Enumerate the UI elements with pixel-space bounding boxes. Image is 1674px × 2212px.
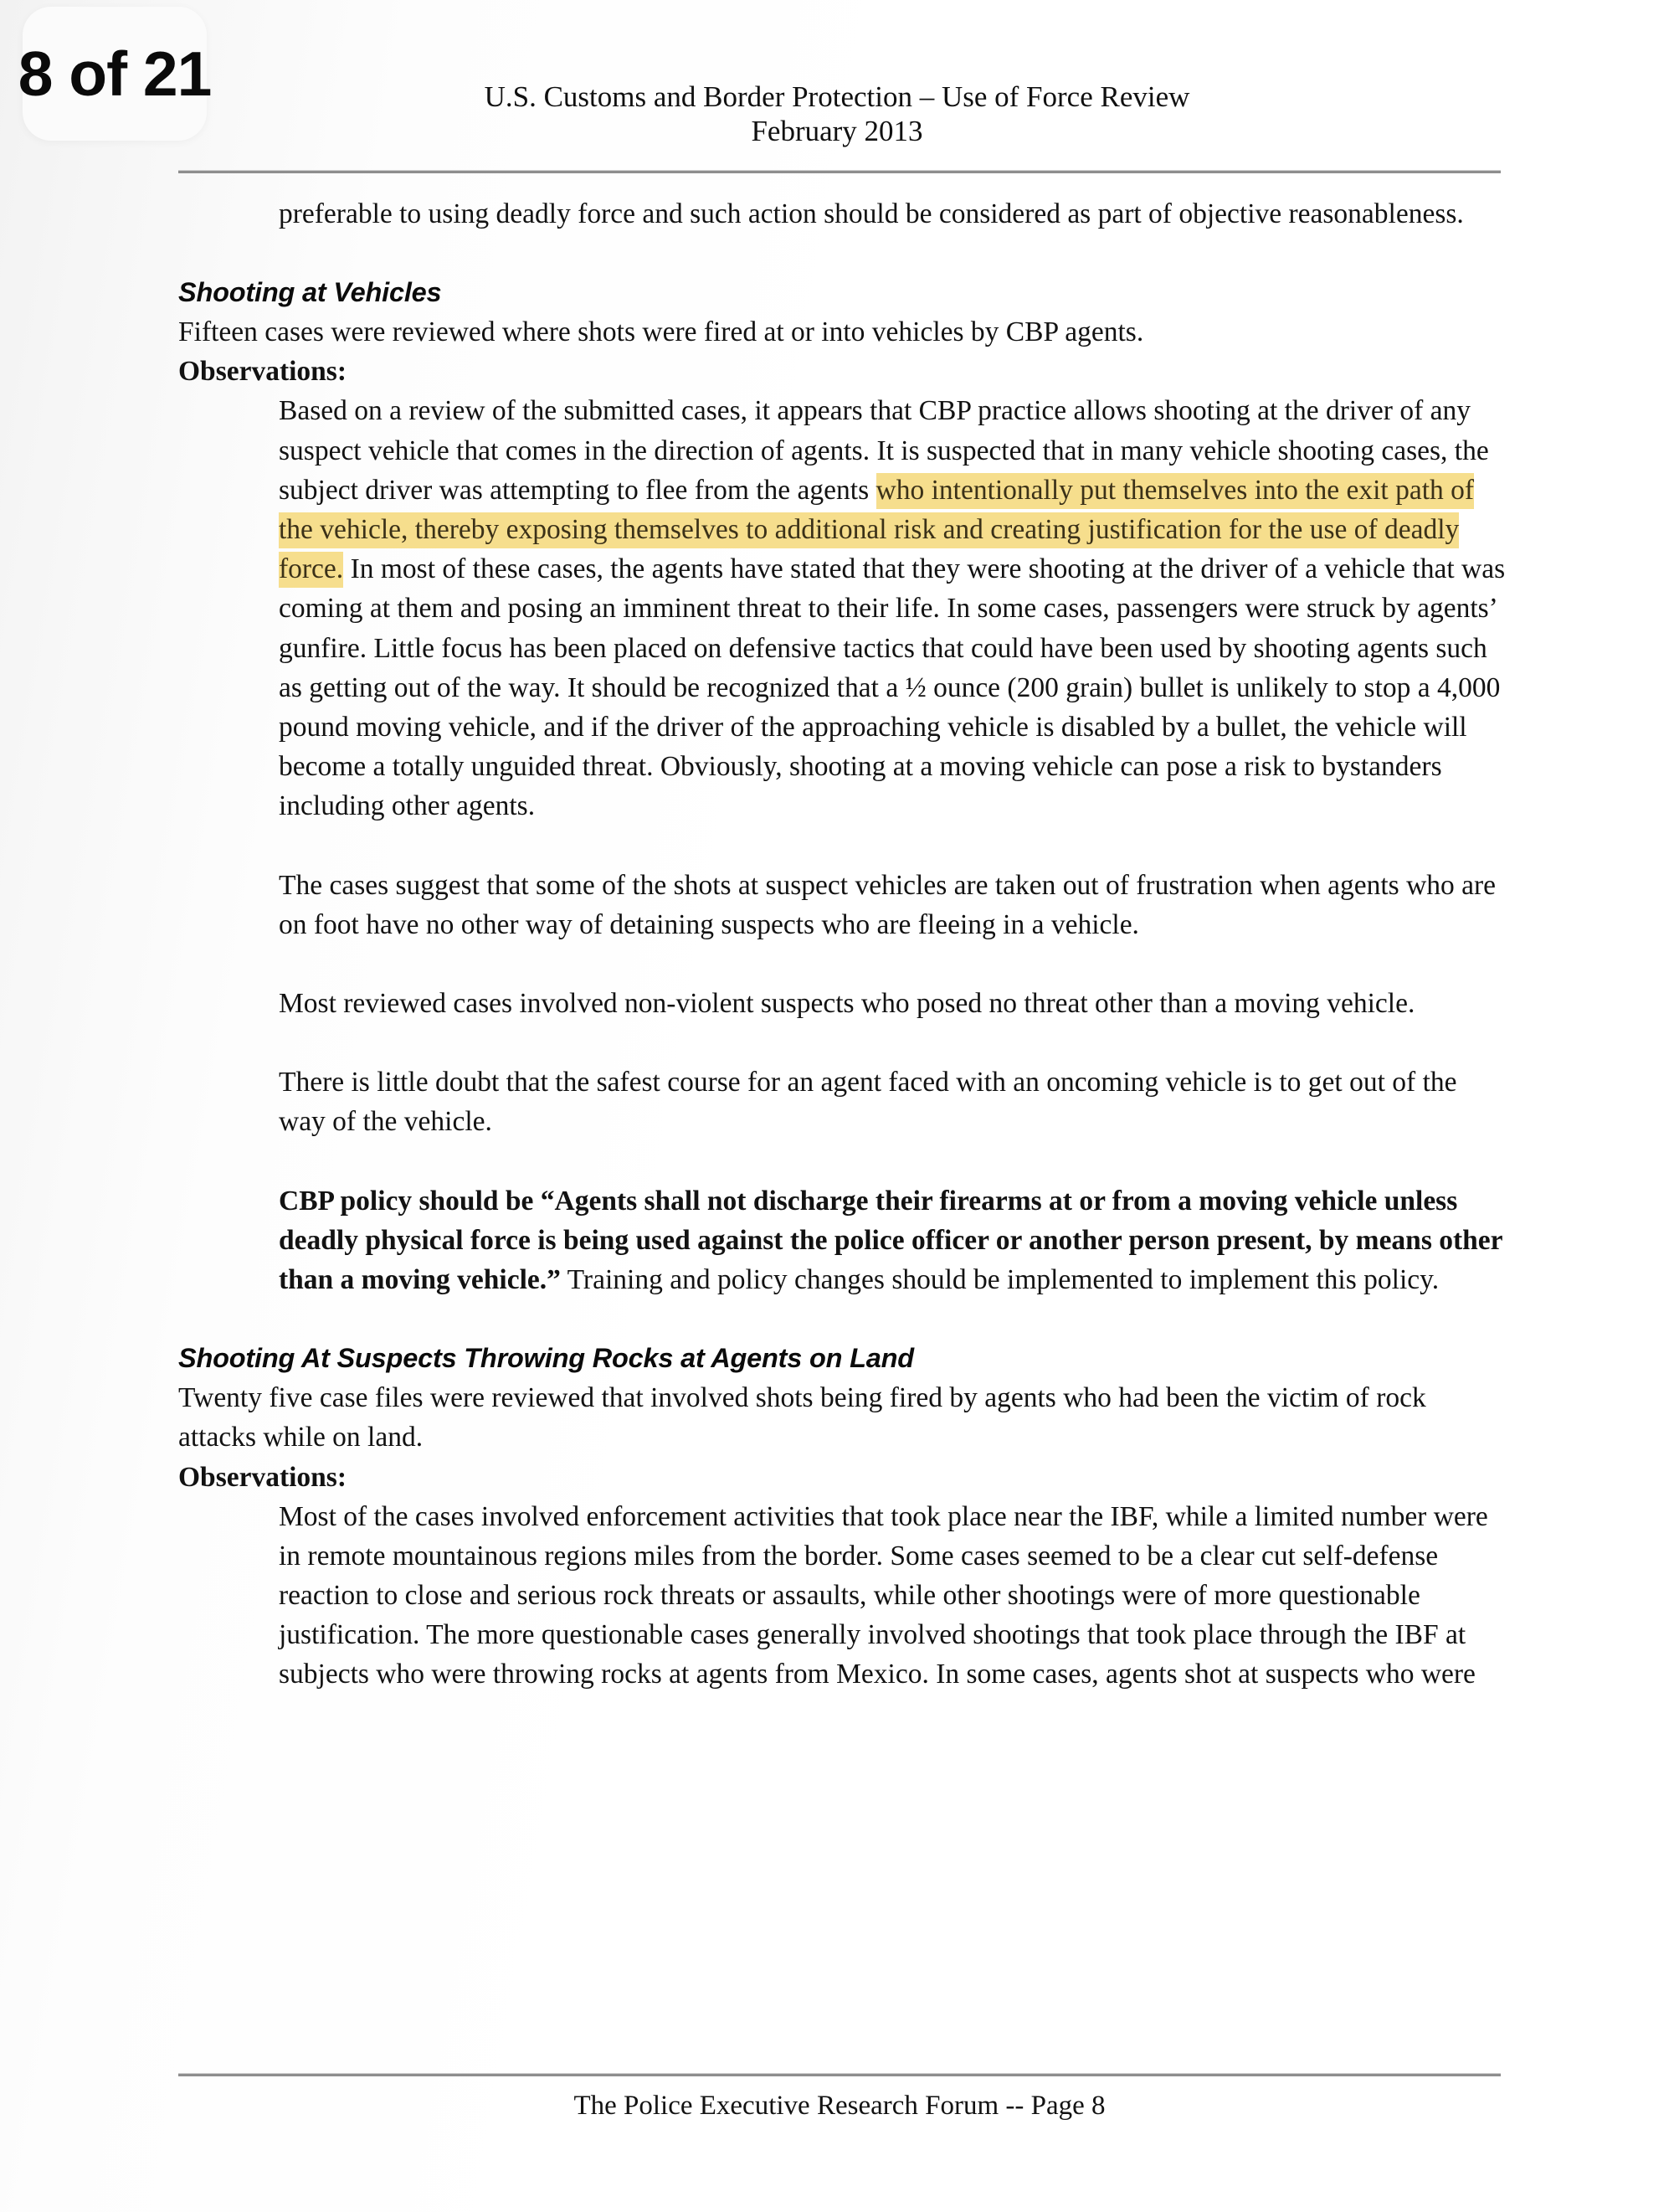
observation-paragraph-3: Most reviewed cases involved non-violent suspects who posed no threat other than a moving vehicle. (279, 988, 1415, 1020)
spacer (178, 826, 1509, 866)
spacer (178, 234, 1509, 273)
observation-paragraph-4: There is little doubt that the safest course for an agent faced with an oncoming vehicle is to get out of the way of the vehicle. (279, 1067, 1457, 1138)
observations-label-2: Observations: (178, 1461, 347, 1493)
document-footer: The Police Executive Research Forum -- Page 8 (573, 2091, 1106, 2121)
page-indicator-label: 8 of 21 (18, 39, 212, 109)
section-heading-shooting-at-vehicles: Shooting at Vehicles (178, 277, 442, 308)
obs1-text-before-highlight: Based on a review of the submitted cases, it appears that CBP practice allows shooting at the driver of any suspect vehicle that comes in the direction of agents. It is suspected that in many vehicle shooting cases, the subject driver was attempting to flee from the agents (279, 395, 1489, 506)
policy-recommendation-quote: CBP policy should be “Agents shall not discharge their firearms at or from a moving vehicle unless deadly physical force is being used against the police officer or another person present, by means other than a moving vehicle.” (279, 1185, 1502, 1296)
section-intro-shooting-at-rock-throwers: Twenty five case files were reviewed that involved shots being fired by agents who had been the victim of rock attacks while on land. (178, 1382, 1426, 1453)
header-title: U.S. Customs and Border Protection – Use of Force Review (484, 80, 1190, 113)
document-header (176, 80, 1498, 149)
policy-recommendation-trailer: Training and policy changes should be implemented to implement this policy. (560, 1264, 1440, 1296)
observation-paragraph-2: The cases suggest that some of the shots at suspect vehicles are taken out of frustration when agents who are on foot have no other way of detaining suspects who are fleeing in a vehicle. (279, 869, 1497, 940)
spacer (178, 1299, 1509, 1339)
spacer (178, 944, 1509, 984)
highlighted-text: who intentionally put themselves into the exit path of the vehicle, thereby exposing themselves to additional risk and creating justification for the use of deadly force. (279, 473, 1474, 588)
spacer (178, 1023, 1509, 1062)
section-intro-shooting-at-vehicles: Fifteen cases were reviewed where shots were fired at or into vehicles by CBP agents. (178, 316, 1144, 348)
document-body (178, 194, 1509, 1695)
obs1-text-after-highlight: In most of these cases, the agents have stated that they were shooting at the driver of a vehicle that was coming at them and posing an imminent threat to their life. In some cases, passengers were struck by agents’ gunfire. Little focus has been placed on defensive tactics that could have been used by shooting agents such as getting out of the way. It should be recognized that a ½ ounce (200 grain) bullet is unlikely to stop a 4,000 pound moving vehicle, and if the driver of the approaching vehicle is disabled by a bullet, the vehicle will become a totally unguided threat. Obviously, shooting at a moving vehicle can pose a risk to bystanders including other agents. (279, 553, 1506, 822)
policy-recommendation-paragraph (279, 1181, 1509, 1300)
observation-paragraph-rocks-1: Most of the cases involved enforcement activities that took place near the IBF, while a limited number were in remote mountainous regions miles from the border. Some cases seemed to be a clear cut self-defense reaction to close and serious rock threats or assaults, while other shootings were of more questionable justification. The more questionable cases generally involved shootings that took place through the IBF at subjects who were throwing rocks at agents from Mexico. In some cases, agents shot at suspects who were (279, 1500, 1488, 1690)
spacer (178, 1142, 1509, 1181)
header-date: February 2013 (751, 115, 923, 148)
page-indicator-badge[interactable] (18, 7, 212, 141)
header-divider (178, 170, 1501, 173)
continued-paragraph: preferable to using deadly force and such action should be considered as part of objective reasonableness. (279, 198, 1464, 229)
section-heading-shooting-at-rock-throwers: Shooting At Suspects Throwing Rocks at Agents on Land (178, 1343, 914, 1374)
observations-label-1: Observations: (178, 356, 347, 388)
footer-divider (178, 2073, 1501, 2076)
observation-paragraph-1 (279, 391, 1509, 826)
